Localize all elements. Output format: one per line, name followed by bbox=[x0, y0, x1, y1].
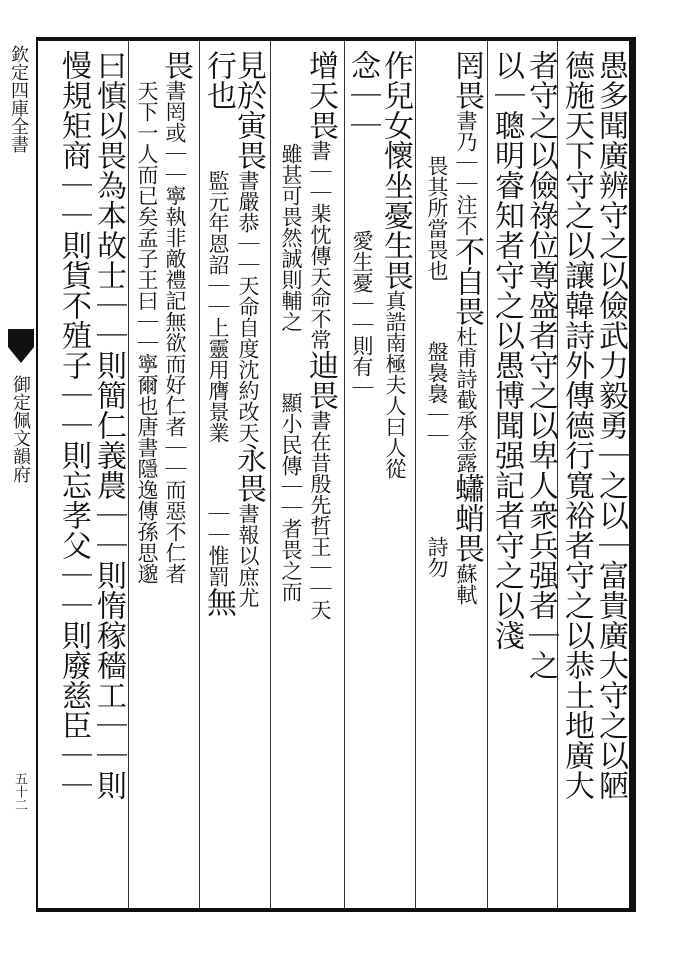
column-text: 書嚴恭｜｜天命自度沈約改天 bbox=[236, 170, 260, 443]
column-text: 蘇軾 bbox=[454, 563, 478, 605]
column-rule bbox=[270, 41, 271, 908]
column-text: 見於 bbox=[231, 50, 266, 110]
frame-right-border bbox=[629, 37, 636, 912]
spacer bbox=[420, 281, 455, 341]
column-text: 顯小民傳｜｜者畏之而 bbox=[279, 392, 303, 602]
column-text: 真誥南極夫人曰人從 bbox=[383, 290, 407, 479]
fishtail-mark-icon bbox=[8, 329, 34, 369]
text-column-5 bbox=[449, 50, 484, 605]
column-text: 慢規矩商｜｜則貨不殖子｜｜則忘孝父｜｜則廢慈臣｜｜ bbox=[56, 50, 91, 800]
frame-top-border bbox=[36, 37, 636, 41]
headword: 不自畏 bbox=[449, 236, 484, 326]
column-text: 天下一人而已矣孟子王曰｜｜寧爾也唐書隱逸傳孫思邈 bbox=[135, 80, 159, 584]
headword: 無 bbox=[201, 587, 236, 617]
text-column-3 bbox=[523, 50, 558, 680]
text-column-15 bbox=[91, 50, 126, 800]
text-column-14 bbox=[132, 50, 162, 584]
column-rule bbox=[487, 41, 488, 908]
spacer bbox=[345, 140, 380, 230]
frame-bottom-border bbox=[36, 908, 636, 912]
spacer bbox=[274, 332, 309, 392]
column-text: 盤裊裊｜｜ bbox=[425, 341, 449, 446]
column-rule bbox=[199, 41, 200, 908]
column-text: ｜｜惟罰 bbox=[206, 503, 230, 587]
page-margin bbox=[0, 37, 36, 912]
column-text: 作兒女懷坐 bbox=[378, 50, 413, 200]
column-text: 以｜聰明睿知者守之以愚博聞强記者守之以淺 bbox=[489, 50, 524, 650]
column-text: 者守之以儉祿位尊盛者守之以卑人衆兵强者｜之 bbox=[523, 50, 558, 680]
text-column-1 bbox=[593, 50, 628, 800]
text-column-8 bbox=[345, 50, 380, 398]
text-column-13 bbox=[158, 50, 193, 584]
text-column-12 bbox=[201, 50, 236, 617]
column-text: 書罔或｜｜寧執非敵禮記無欲而好仁者｜｜而惡不仁者 bbox=[163, 80, 187, 584]
headword: 寅畏 bbox=[231, 110, 266, 170]
text-column-10 bbox=[276, 143, 306, 602]
headword: 蠨蛸畏 bbox=[449, 473, 484, 563]
text-column-6 bbox=[422, 155, 452, 578]
column-rule bbox=[415, 41, 416, 908]
column-text: 曰慎以畏為本故士｜｜則簡仁義農｜｜則惰稼穡工｜｜則 bbox=[91, 50, 126, 800]
column-text: 愚多聞廣辨守之以儉武力毅勇 bbox=[593, 50, 628, 440]
text-column-11 bbox=[231, 50, 266, 608]
text-column-9 bbox=[303, 50, 338, 620]
headword: 憂生畏 bbox=[378, 200, 413, 290]
headword: 罔畏 bbox=[449, 50, 484, 110]
column-text: ｜之以｜富貴廣大守之以陋 bbox=[593, 440, 628, 800]
column-text: 雖甚可畏然誠則輔之 bbox=[279, 143, 303, 332]
headword: 增天畏 bbox=[303, 50, 338, 140]
column-text: 監元年恩詔｜｜上靈用膺景業 bbox=[206, 170, 230, 443]
spacer bbox=[420, 446, 455, 536]
column-text: 書｜｜棐忱傳天命不常 bbox=[308, 140, 332, 350]
margin-book-title: 御定佩文韻府 bbox=[10, 375, 31, 483]
spacer bbox=[201, 443, 236, 503]
column-text: 書在昔殷先哲王｜｜天 bbox=[308, 410, 332, 620]
page-number: 五十二 bbox=[12, 772, 27, 811]
headword: 迪畏 bbox=[303, 350, 338, 410]
column-text: 行也 bbox=[201, 50, 236, 110]
column-rule bbox=[128, 41, 129, 908]
text-column-2 bbox=[559, 50, 594, 800]
column-text: 念｜｜ bbox=[345, 50, 380, 140]
column-text: 書乃｜｜注不 bbox=[454, 110, 478, 236]
column-text: 書報以庶尤 bbox=[236, 503, 260, 608]
text-column-4 bbox=[489, 50, 524, 650]
column-text: 愛生憂｜｜則有｜ bbox=[350, 230, 374, 398]
column-text: 畏其所當畏也 bbox=[425, 155, 449, 281]
spacer bbox=[201, 110, 236, 170]
headword: 永畏 bbox=[231, 443, 266, 503]
spacer bbox=[130, 50, 165, 80]
column-text: 詩勿 bbox=[425, 536, 449, 578]
column-text: 杜甫詩截承金露 bbox=[454, 326, 478, 473]
margin-top-title: 欽定四庫全書 bbox=[8, 45, 29, 153]
text-column-16 bbox=[56, 50, 91, 800]
column-text: 德施天下守之以讓韓詩外傳德行寬裕者守之以恭土地廣大 bbox=[559, 50, 594, 800]
frame-left-border bbox=[36, 37, 38, 912]
headword: 畏 bbox=[158, 50, 193, 80]
text-column-7 bbox=[378, 50, 413, 479]
